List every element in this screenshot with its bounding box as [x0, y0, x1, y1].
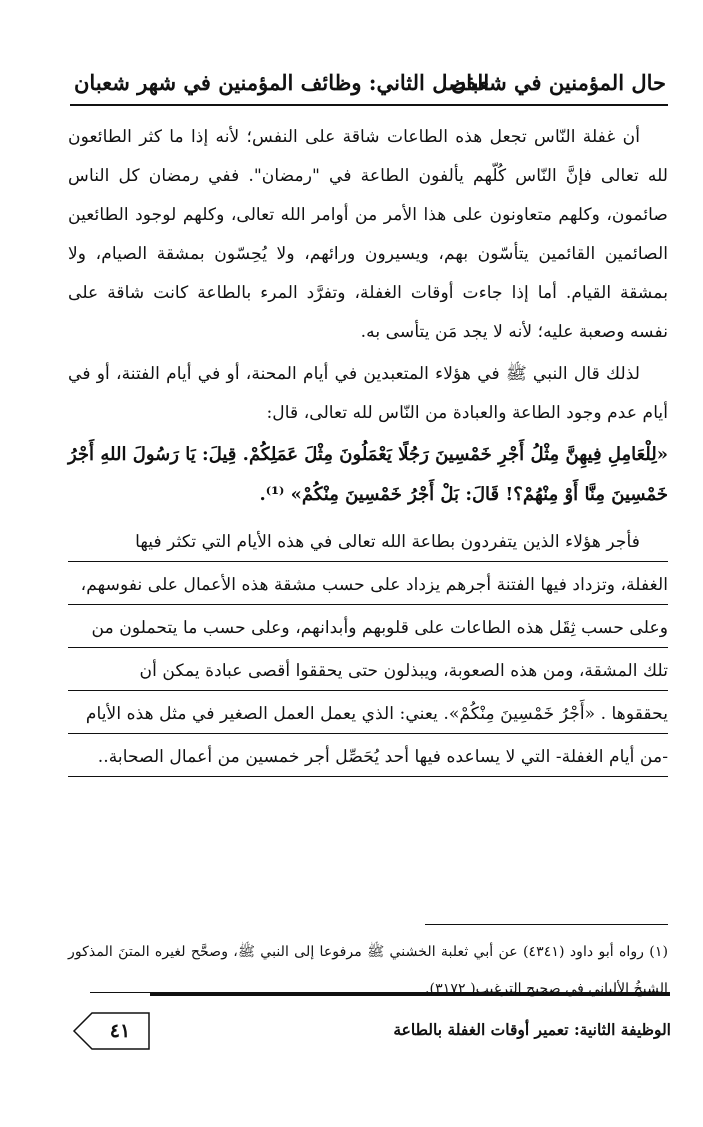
page-number-box	[72, 1012, 150, 1050]
underlined-passage	[68, 523, 668, 777]
underlined-line: تلك المشقة، ومن هذه الصعوبة، ويبذلون حتى يحققوا أقصى عبادة يمكن أن	[68, 652, 668, 691]
running-header	[70, 62, 668, 104]
underlined-line: -من أيام الغفلة- التي لا يساعده فيها أحد يُحَصِّل أجر خمسين من أعمال الصحابة..	[68, 738, 668, 777]
hadith-quote: «لِلْعَامِلِ فِيهِنَّ مِثْلُ أَجْرِ خَمْسِينَ رَجُلًا يَعْمَلُونَ مِثْلَ عَمَلِكُمْ. قِيلَ: يَا رَسُولَ اللهِ أَجْرُ خَمْسِينَ مِنَّا أَوْ مِنْهُمْ؟! قَالَ: بَلْ أَجْرُ خَمْسِينَ مِنْكُمْ» ⁽¹⁾.	[68, 444, 668, 505]
page-body	[68, 118, 668, 781]
underlined-line: الغفلة، وتزداد فيها الفتنة أجرهم يزداد على حسب مشقة هذه الأعمال على نفوسهم،	[68, 566, 668, 605]
page-number: ٤١	[109, 1020, 131, 1042]
chapter-title: الفصل الثاني: وظائف المؤمنين في شهر شعبان	[74, 70, 490, 95]
footer-section-title: الوظيفة الثانية: تعمير أوقات الغفلة بالطاعة	[393, 1020, 671, 1039]
footer-thin-rule	[90, 992, 150, 993]
underlined-line: يحققوها . «أَجْرُ خَمْسِينَ مِنْكُمْ». يعني: الذي يعمل العمل الصغير في مثل هذه الأيام	[68, 695, 668, 734]
footnote: (١) رواه أبو داود (٤٣٤١) عن أبي ثعلبة الخشني ﷺ مرفوعا إلى النبي ﷺ، وصحَّح لغيره المتنَ المذكور الشيخُ الألباني في صحيح الترغيب( ٣١٧٢).	[68, 944, 668, 997]
paragraph-1: أن غفلة النّاس تجعل هذه الطاعات شاقة على النفس؛ لأنه إذا ما كثر الطائعون لله تعالى فإنَّ النّاس كُلّهم يألفون الطاعة في "رمضان". ففي رمضان كل الناس صائمون، وكلهم متعاونون على هذا الأمر من أوامر الله تعالى، وكلهم لوجود الطائعين الصائمين القائمين يتأسّون بهم، ويسيرون ورائهم، ولا يُحِسّون بمشقة الصيام، ولا بمشقة القيام. أما إذا جاءت أوقات الغفلة، وتفرَّد المرء بالطاعة كانت شاقة على نفسه وصعبة عليه؛ لأنه لا يجد مَن يتأسى به.	[68, 127, 668, 342]
book-title: حال المؤمنين في شعبان	[450, 70, 666, 95]
underlined-line: فأجر هؤلاء الذين يتفردون بطاعة الله تعالى في هذه الأيام التي تكثر فيها	[68, 523, 668, 562]
underlined-line: وعلى حسب ثِقَل هذه الطاعات على قلوبهم وأبدانهم، وعلى حسب ما يتحملون من	[68, 609, 668, 648]
footnote-divider	[425, 924, 668, 925]
header-divider	[70, 104, 668, 106]
paragraph-2: لذلك قال النبي ﷺ في هؤلاء المتعبدين في أيام المحنة، أو في أيام الفتنة، أو في أيام عدم وجود الطاعة والعبادة من النّاس لله تعالى، قال:	[68, 364, 668, 423]
footer-thick-rule	[150, 992, 670, 996]
